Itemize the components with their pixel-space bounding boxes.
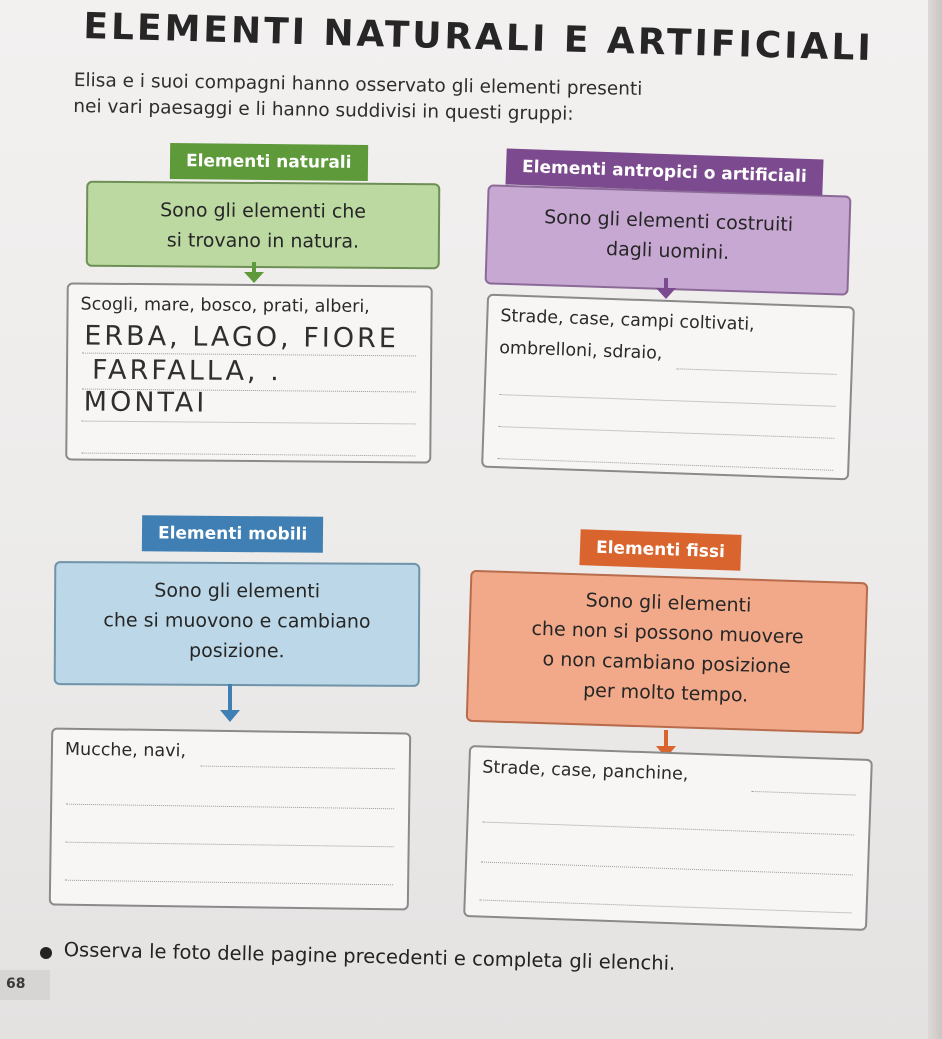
artificiali-arrow-icon [652,278,680,300]
bullet-icon [40,947,52,959]
fissi-desc-line-4: per molto tempo. [582,679,749,707]
fissi-list-lead: Strade, case, panchine, [481,757,689,785]
intro-line-1: Elisa e i suoi compagni hanno osservato gli elementi presenti [73,69,643,100]
naturali-arrow-icon [240,262,268,284]
naturali-definition-box [86,181,441,269]
artificiali-list-line-1: Strade, case, campi coltivati, [500,306,756,335]
fissi-desc-line-2: che non si possono muovere [531,617,804,649]
fissi-tag: Elementi fissi [579,529,741,571]
artificiali-desc-line-2: dagli uomini. [605,238,730,264]
fissi-definition-box [466,570,869,734]
naturali-desc-line-2: si trovano in natura. [166,229,360,253]
mobili-arrow-icon [216,684,244,724]
fissi-desc-line-1: Sono gli elementi [585,589,752,617]
naturali-tag: Elementi naturali [170,143,368,181]
artificiali-list-box [481,294,855,481]
artificiali-desc-line-1: Sono gli elementi costruiti [543,206,794,236]
artificiali-tag: Elementi antropici o artificiali [505,148,823,195]
intro-text [73,68,794,131]
intro-line-2: nei vari paesaggi e li hanno suddivisi in questi gruppi: [73,95,574,125]
page-title: ELEMENTI NATURALI E ARTIFICIALI [82,6,875,70]
instruction-text: Osserva le foto delle pagine precedenti e completa gli elenchi. [63,938,676,975]
page-number: 68 [0,970,50,1000]
artificiali-list-line-2: ombrelloni, sdraio, [498,338,663,364]
naturali-handwritten-line-2: FARFALLA, . [91,354,282,388]
naturali-handwritten-line-3: MONTAI [83,386,208,419]
naturali-list-lead: Scogli, mare, bosco, prati, alberi, [80,294,370,318]
mobili-desc-line-2: che si muovono e cambiano [103,609,371,633]
mobili-desc-line-3: posizione. [189,639,285,663]
naturali-handwritten-line-1: ERBA, LAGO, FIORE [84,320,399,355]
naturali-desc-line-1: Sono gli elementi che [160,199,367,223]
mobili-tag: Elementi mobili [142,515,324,553]
fissi-desc-line-3: o non cambiano posizione [542,648,792,678]
mobili-definition-box [54,561,421,687]
page-edge [928,0,942,1039]
mobili-list-lead: Mucche, navi, [64,739,187,762]
naturali-list-box [65,282,433,463]
mobili-desc-line-1: Sono gli elementi [154,579,321,603]
fissi-list-box [463,745,873,931]
mobili-list-box [49,727,411,910]
